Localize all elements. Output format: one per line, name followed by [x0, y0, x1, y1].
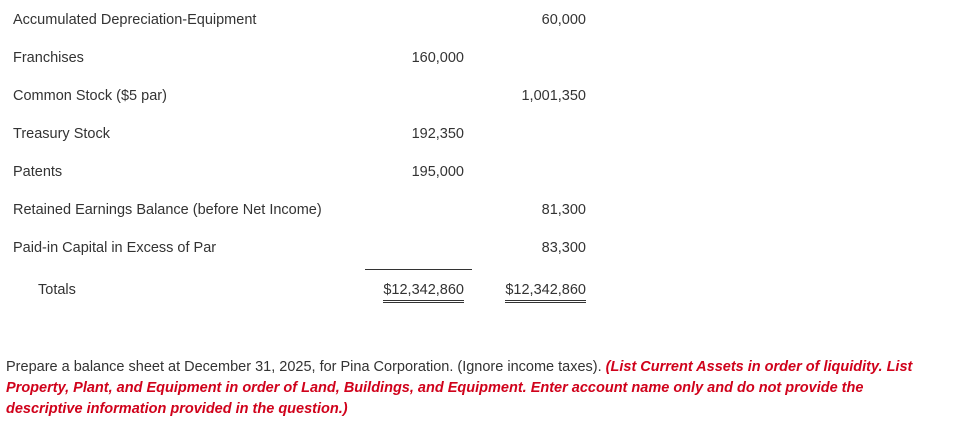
- totals-row: [0, 270, 600, 308]
- credit-amount: 1,001,350: [521, 88, 586, 104]
- trial-balance-table: [0, 0, 600, 266]
- table-row: [0, 228, 600, 266]
- account-name: Patents: [13, 164, 63, 180]
- debit-amount: 195,000: [411, 164, 464, 180]
- instructions-text: Prepare a balance sheet at December 31, 2025, for Pina Corporation. (Ignore income taxes).: [6, 359, 602, 375]
- account-name: Retained Earnings Balance (before Net Income): [13, 202, 322, 218]
- table-row: [0, 190, 600, 228]
- table-row: [0, 0, 600, 38]
- debit-amount: 160,000: [411, 50, 464, 66]
- account-name: Treasury Stock: [13, 126, 110, 142]
- debit-amount: 192,350: [411, 126, 464, 142]
- table-row: [0, 76, 600, 114]
- account-name: Common Stock ($5 par): [13, 88, 167, 104]
- credit-amount: 81,300: [541, 202, 586, 218]
- credit-amount: 60,000: [541, 12, 586, 28]
- account-name: Accumulated Depreciation-Equipment: [13, 12, 257, 28]
- table-row: [0, 152, 600, 190]
- question-instructions: [6, 357, 941, 420]
- credit-amount: 83,300: [541, 240, 586, 256]
- instructions-emphasis: (List Current Assets in order of liquidity. List Property, Plant, and Equipment in order of Land, Buildings, and Equipment. Enter account name only and do not provide the descriptive information provided in the question.): [6, 359, 913, 417]
- table-row: [0, 38, 600, 76]
- credit-total: $12,342,860: [505, 282, 586, 303]
- totals-label: Totals: [38, 282, 76, 298]
- account-name: Franchises: [13, 50, 84, 66]
- table-row: [0, 114, 600, 152]
- account-name: Paid-in Capital in Excess of Par: [13, 240, 217, 256]
- debit-total: $12,342,860: [383, 282, 464, 303]
